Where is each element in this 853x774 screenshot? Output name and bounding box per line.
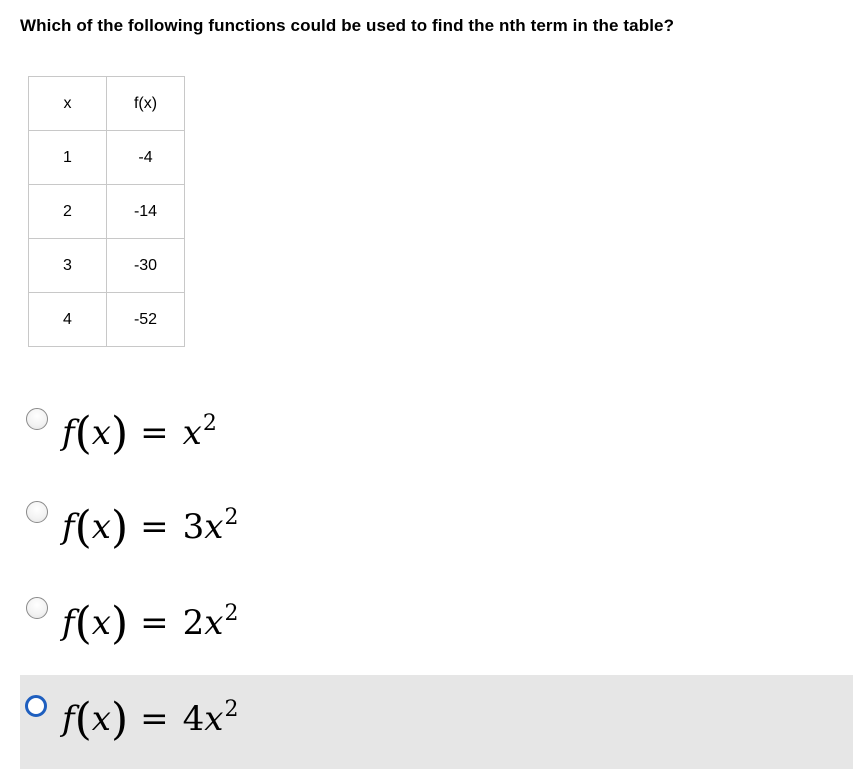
- table-row: [29, 239, 185, 293]
- variable: x: [182, 413, 202, 453]
- answer-option-3[interactable]: [20, 560, 853, 652]
- equals-sign: =: [140, 699, 169, 739]
- coefficient: 4: [182, 699, 205, 739]
- values-table: [28, 76, 185, 347]
- option-formula-3: [62, 598, 239, 649]
- table-row: [29, 293, 185, 347]
- table-cell-fx: -30: [107, 239, 185, 293]
- function-argument: x: [91, 603, 111, 643]
- variable: x: [204, 603, 224, 643]
- open-paren: (: [74, 598, 92, 649]
- close-paren: ): [110, 598, 129, 649]
- equals-sign: =: [140, 413, 169, 453]
- question-text: Which of the following functions could be used to find the nth term in the table?: [20, 16, 675, 35]
- radio-button-1[interactable]: [26, 408, 48, 430]
- option-formula-2: [62, 502, 239, 553]
- variable: x: [204, 507, 224, 547]
- table-cell-fx: -52: [107, 293, 185, 347]
- close-paren: ): [110, 502, 129, 553]
- open-paren: (: [74, 408, 92, 459]
- open-paren: (: [74, 502, 92, 553]
- variable: x: [204, 699, 224, 739]
- function-name: f: [62, 413, 75, 453]
- exponent: 2: [224, 697, 239, 722]
- table-cell-x: 4: [29, 293, 107, 347]
- option-formula-4: [62, 694, 239, 745]
- close-paren: ): [110, 694, 129, 745]
- coefficient: 3: [182, 507, 205, 547]
- function-name: f: [62, 507, 75, 547]
- equals-sign: =: [140, 507, 169, 547]
- open-paren: (: [74, 694, 92, 745]
- function-argument: x: [91, 413, 111, 453]
- radio-button-4[interactable]: [25, 695, 47, 717]
- table-cell-x: 1: [29, 131, 107, 185]
- answer-option-2[interactable]: [20, 468, 853, 560]
- exponent: 2: [202, 411, 217, 436]
- column-header-x: x: [29, 77, 107, 131]
- table-cell-x: 2: [29, 185, 107, 239]
- table-cell-x: 3: [29, 239, 107, 293]
- coefficient: 2: [182, 603, 205, 643]
- function-name: f: [62, 699, 75, 739]
- table-row: [29, 185, 185, 239]
- radio-button-3[interactable]: [26, 597, 48, 619]
- radio-button-2[interactable]: [26, 501, 48, 523]
- option-formula-1: [62, 408, 217, 459]
- table-cell-fx: -14: [107, 185, 185, 239]
- table-cell-fx: -4: [107, 131, 185, 185]
- close-paren: ): [110, 408, 129, 459]
- answer-option-1[interactable]: [20, 376, 853, 468]
- answer-option-4[interactable]: [20, 675, 853, 769]
- function-argument: x: [91, 507, 111, 547]
- exponent: 2: [224, 505, 239, 530]
- function-name: f: [62, 603, 75, 643]
- equals-sign: =: [140, 603, 169, 643]
- table-row: [29, 131, 185, 185]
- column-header-fx: f(x): [107, 77, 185, 131]
- table-header-row: [29, 77, 185, 131]
- function-argument: x: [91, 699, 111, 739]
- exponent: 2: [224, 601, 239, 626]
